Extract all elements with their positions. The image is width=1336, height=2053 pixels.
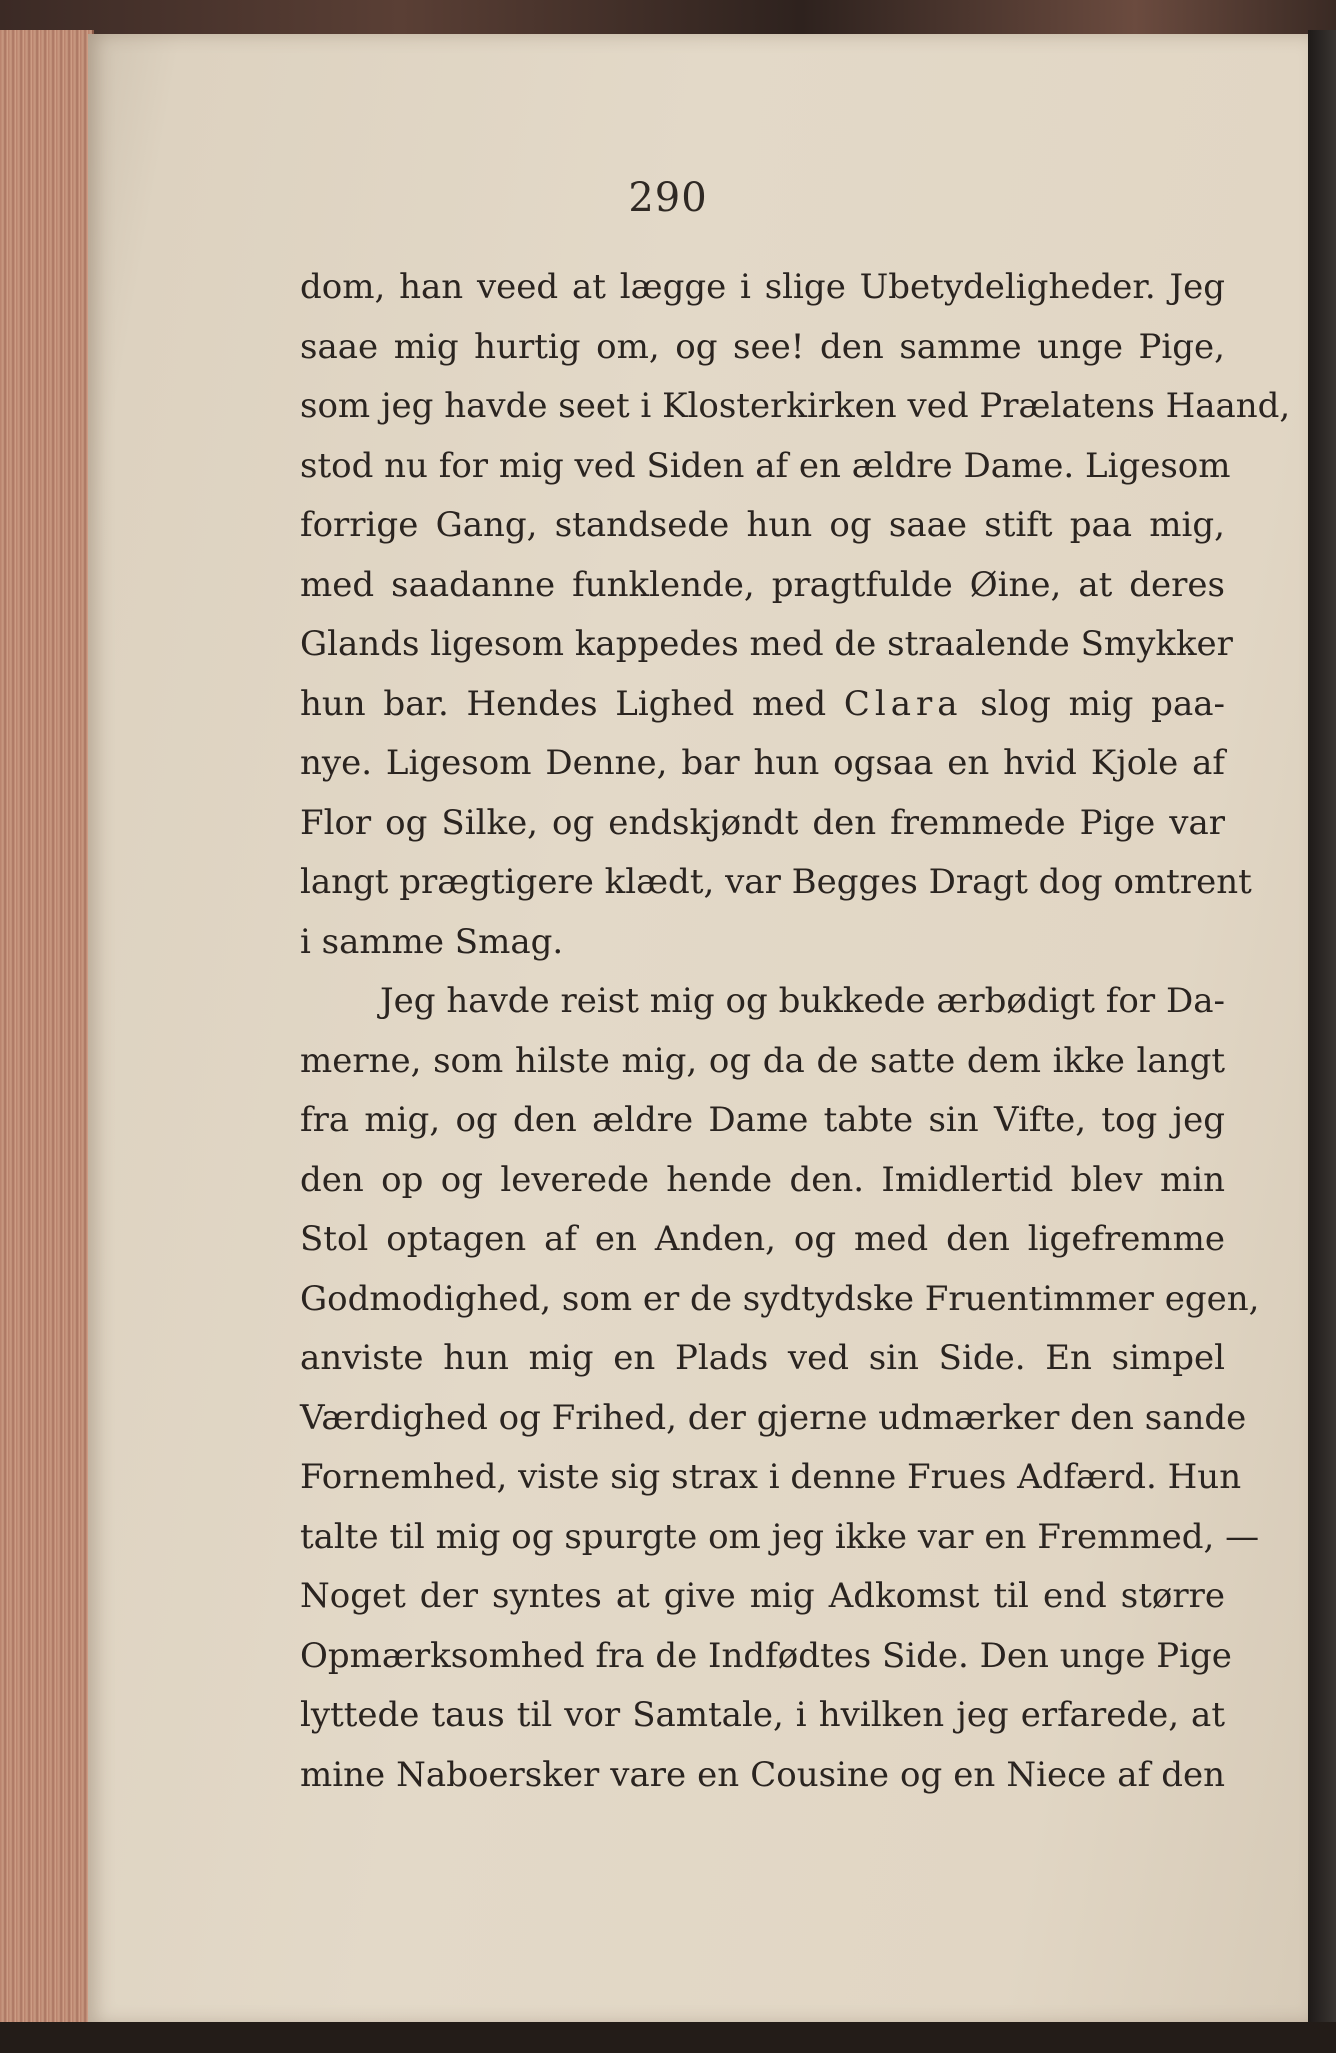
text-line: langt prægtigere klædt, var Begges Dragt dog omtrent: [300, 862, 1252, 902]
text-line: Glands ligesom kappedes med de straalende Smykker: [300, 624, 1233, 664]
book-right-edge: [1308, 30, 1336, 2050]
text-line: fra mig, og den ældre Dame tabte sin Vifte, tog jeg: [300, 1100, 1225, 1140]
text-line: saae mig hurtig om, og see! den samme unge Pige,: [300, 326, 1225, 367]
text-line: med saadanne funklende, pragtfulde Øine, at deres: [300, 564, 1225, 605]
body-text: [300, 258, 1291, 1805]
text-segment: hun bar. Hendes Lighed med: [300, 683, 827, 724]
paragraph-first-line: Jeg havde reist mig og bukkede ærbødigt for Da-: [380, 981, 1225, 1021]
text-line: Opmærksomhed fra de Indfødtes Side. Den unge Pige: [300, 1635, 1232, 1676]
text-line: lyttede taus til vor Samtale, i hvilken jeg erfarede, at: [300, 1695, 1225, 1735]
text-line: som jeg havde seet i Klosterkirken ved Prælatens Haand,: [300, 386, 1291, 426]
page-number: 290: [628, 175, 708, 221]
text-line: stod nu for mig ved Siden af en ældre Dame. Ligesom: [300, 445, 1231, 486]
book-bottom-edge: [0, 2022, 1336, 2053]
paragraph-last-line: i samme Smag.: [300, 921, 564, 962]
text-line: Fornemhed, viste sig strax i denne Frues Adfærd. Hun: [300, 1457, 1242, 1497]
text-line: talte til mig og spurgte om jeg ikke var en Fremmed, —: [300, 1516, 1260, 1557]
text-line: [300, 675, 1225, 735]
text-line: nye. Ligesom Denne, bar hun ogsaa en hvid Kjole af: [300, 743, 1225, 783]
text-line: den op og leverede hende den. Imidlertid blev min: [300, 1159, 1225, 1200]
text-line: Værdighed og Frihed, der gjerne udmærker den sande: [300, 1397, 1247, 1438]
emphasized-name: Clara: [843, 683, 963, 724]
text-line: merne, som hilste mig, og da de satte dem ikke langt: [300, 1040, 1225, 1081]
text-line: mine Naboersker vare en Cousine og en Niece af den: [300, 1754, 1225, 1795]
text-line: dom, han veed at lægge i slige Ubetydeligheder. Jeg: [300, 267, 1225, 307]
text-line: Stol optagen af en Anden, og med den ligefremme: [300, 1219, 1225, 1259]
text-line: Noget der syntes at give mig Adkomst til end større: [300, 1576, 1225, 1616]
text-line: Godmodighed, som er de sydtydske Fruentimmer egen,: [300, 1278, 1260, 1319]
text-segment: slog mig paa-: [980, 683, 1225, 724]
text-line: anviste hun mig en Plads ved sin Side. En simpel: [300, 1338, 1225, 1378]
text-line: forrige Gang, standsede hun og saae stift paa mig,: [300, 505, 1225, 545]
book-cover-top: [0, 0, 1336, 34]
page-edges: [0, 30, 94, 2030]
text-line: Flor og Silke, og endskjøndt den fremmede Pige var: [300, 802, 1225, 843]
